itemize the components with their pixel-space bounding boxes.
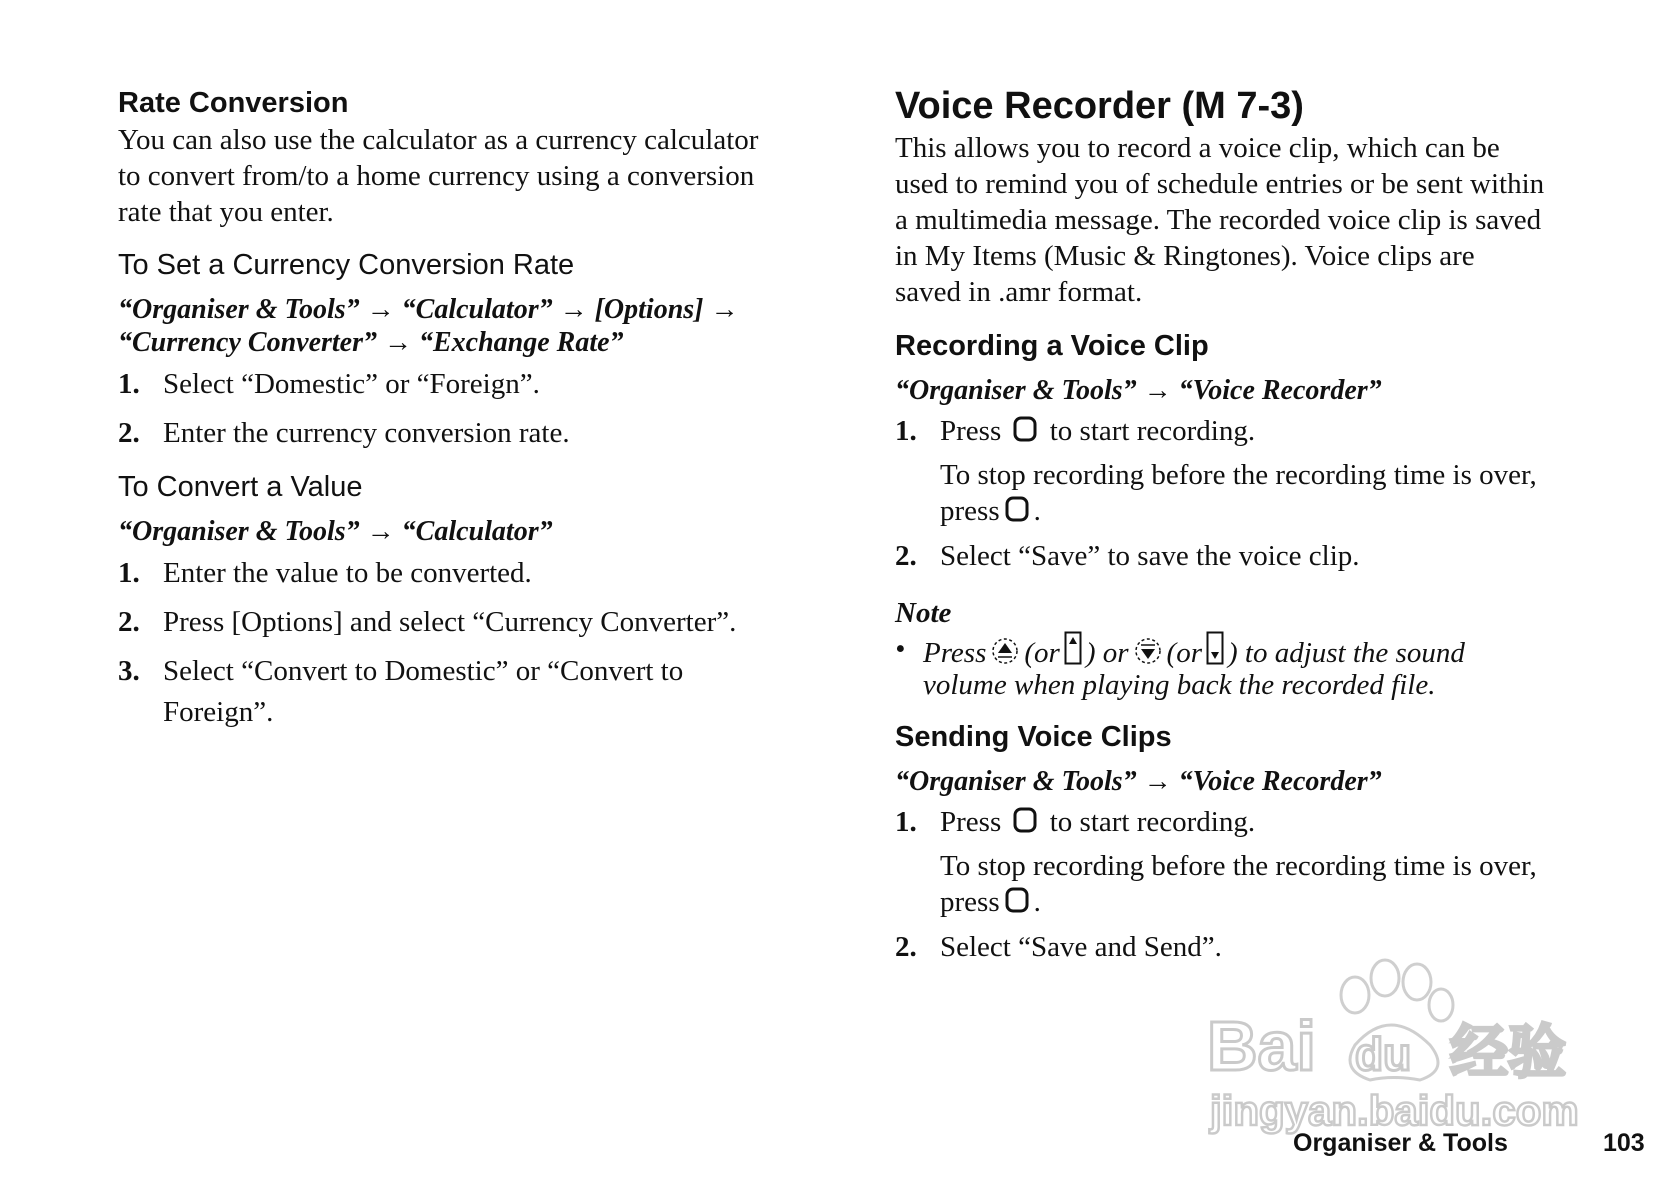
press-text: Press	[940, 806, 1002, 838]
step-number: 2.	[118, 417, 140, 449]
step-number: 1.	[118, 557, 140, 589]
voice-recorder-intro: This allows you to record a voice clip, which can be used to remind you of schedule entries or be sent within a multimedia message. The recorded voice clip is saved in My Items (Music & Ringtones). Voice clips are saved in .amr format.	[895, 132, 1545, 308]
page-number: 103	[1603, 1129, 1645, 1157]
sending-stop-line2	[940, 884, 1041, 923]
step-number: 3.	[118, 655, 140, 687]
svg-text:Bai: Bai	[1207, 1007, 1316, 1085]
recording-step-1	[895, 411, 1595, 451]
rate-conversion-intro: You can also use the calculator as a currency calculator to convert from/to a home currency using a conversion rate that you enter.	[118, 124, 759, 228]
step-text: Enter the value to be converted.	[163, 557, 532, 589]
sending-heading: Sending Voice Clips	[895, 721, 1172, 753]
step-text: Select “Domestic” or “Foreign”.	[163, 368, 540, 400]
step-text: Enter the currency conversion rate.	[163, 417, 570, 449]
convert-value-step-1	[118, 553, 818, 593]
set-rate-heading: To Set a Currency Conversion Rate	[118, 249, 575, 281]
center-key-icon	[1012, 805, 1038, 845]
step-text	[940, 802, 1255, 845]
step-number: 1.	[895, 806, 917, 838]
step-number: 2.	[118, 606, 140, 638]
adjust-text: ) to adjust the sound	[1227, 637, 1465, 669]
step-text	[940, 411, 1255, 454]
convert-value-heading: To Convert a Value	[118, 471, 363, 503]
recording-stop-line2	[940, 493, 1041, 532]
convert-value-menu-path: “Organiser & Tools” → “Calculator”	[118, 516, 553, 547]
recording-heading: Recording a Voice Clip	[895, 330, 1209, 362]
svg-text:jingyan.baidu.com: jingyan.baidu.com	[1210, 1087, 1579, 1134]
sending-step-1	[895, 802, 1595, 842]
note-heading: Note	[895, 597, 952, 629]
or-text: ) or	[1085, 637, 1129, 669]
or-open-text: (or	[1024, 637, 1060, 669]
instruction-text: to start recording.	[1049, 415, 1256, 447]
period: .	[1033, 495, 1041, 527]
period: .	[1033, 886, 1041, 918]
note-bullet: •	[895, 633, 906, 665]
step-number: 1.	[118, 368, 140, 400]
sending-stop-line1: To stop recording before the recording time is over,	[940, 850, 1537, 882]
step-number: 2.	[895, 931, 917, 963]
or-open-text: (or	[1166, 637, 1202, 669]
convert-value-step-3	[118, 651, 818, 731]
center-key-icon	[1012, 414, 1038, 454]
press-text: Press	[940, 415, 1002, 447]
svg-text:du: du	[1355, 1028, 1412, 1080]
step-number: 1.	[895, 415, 917, 447]
press-text: Press	[923, 637, 987, 669]
set-rate-menu-path-line2: “Currency Converter” → “Exchange Rate”	[118, 327, 624, 358]
sending-menu-path: “Organiser & Tools” → “Voice Recorder”	[895, 766, 1382, 797]
recording-step-2	[895, 536, 1595, 576]
set-rate-step-1	[118, 364, 818, 404]
recording-menu-path: “Organiser & Tools” → “Voice Recorder”	[895, 375, 1382, 406]
step-text: Press [Options] and select “Currency Converter”.	[163, 606, 737, 638]
page-title: Voice Recorder (M 7-3)	[895, 85, 1304, 127]
step-text-line1: Select “Convert to Domestic” or “Convert to	[163, 655, 684, 687]
press-text: press	[940, 495, 1000, 527]
step-text: Select “Save” to save the voice clip.	[940, 540, 1360, 572]
recording-stop-line1: To stop recording before the recording time is over,	[940, 459, 1537, 491]
set-rate-step-2	[118, 413, 818, 453]
press-text: press	[940, 886, 1000, 918]
svg-text:经验: 经验	[1450, 1018, 1567, 1086]
note-line2: volume when playing back the recorded file.	[923, 669, 1436, 701]
instruction-text: to start recording.	[1049, 806, 1256, 838]
center-key-icon	[1004, 886, 1030, 923]
baidu-jingyan-watermark	[1205, 950, 1595, 1155]
rate-conversion-heading: Rate Conversion	[118, 87, 349, 119]
step-number: 2.	[895, 540, 917, 572]
center-key-icon	[1004, 495, 1030, 532]
convert-value-step-2	[118, 602, 818, 642]
step-text: Select “Save and Send”.	[940, 931, 1222, 963]
footer-section-title: Organiser & Tools	[1293, 1129, 1508, 1157]
step-text-line2: Foreign”.	[163, 696, 274, 728]
set-rate-menu-path-line1: “Organiser & Tools” → “Calculator” → [Options] →	[118, 294, 739, 325]
